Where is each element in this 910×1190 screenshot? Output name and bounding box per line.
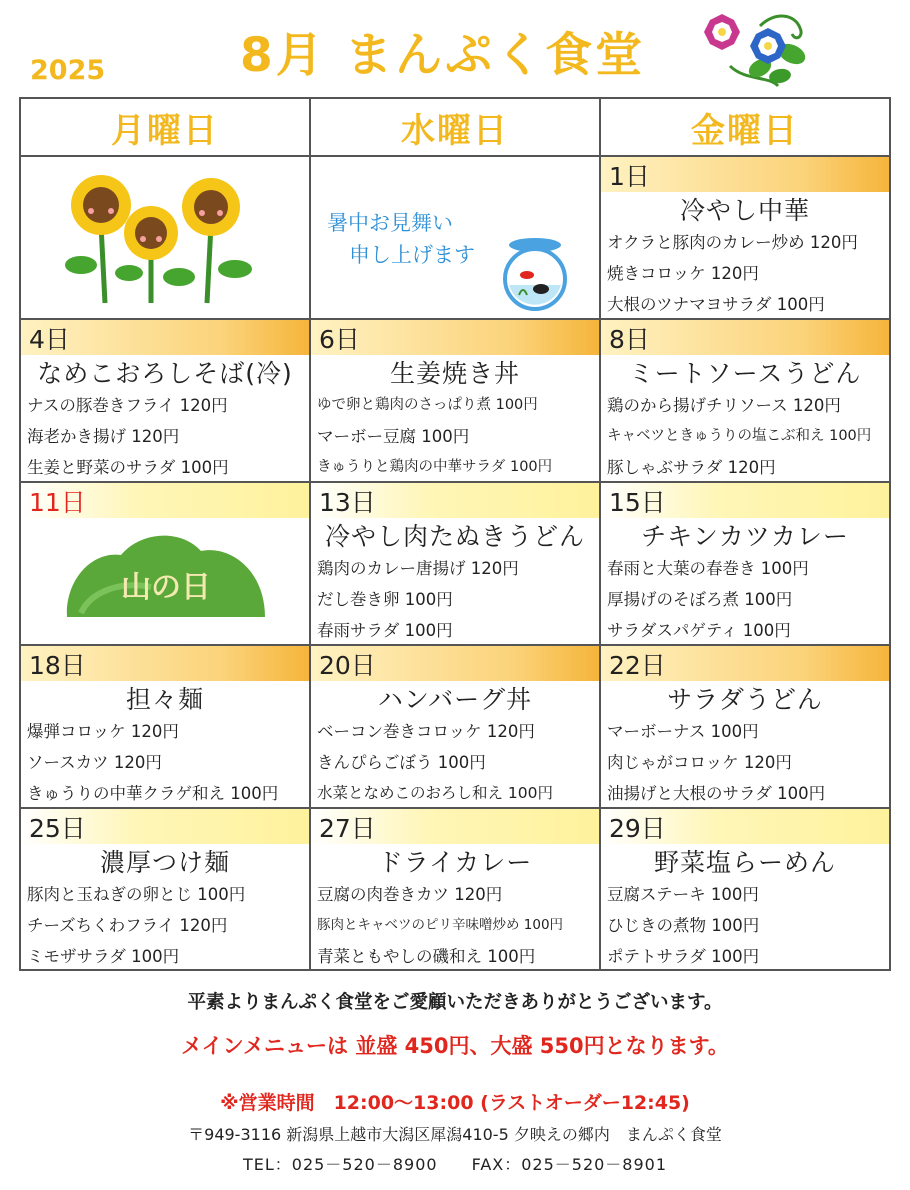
side-dish: ミモザサラダ 100円 xyxy=(27,947,180,966)
side-dish: 油揚げと大根のサラダ 100円 xyxy=(607,784,826,803)
main-dish: サラダうどん xyxy=(667,685,823,714)
fax-number: FAX：025－520－8901 xyxy=(471,1155,668,1174)
side-dish: 焼きコロッケ 120円 xyxy=(607,264,759,283)
side-dish: ゆで卵と鶏肉のさっぱり煮 100円 xyxy=(317,397,538,413)
side-dish: 肉じゃがコロッケ 120円 xyxy=(607,753,792,772)
side-dish: マーボーナス 100円 xyxy=(607,722,759,741)
date-label: 11日 xyxy=(21,483,309,518)
mountain-day-icon xyxy=(61,521,271,621)
day-15 xyxy=(601,483,889,646)
weekday-wednesday: 水曜日 xyxy=(311,99,601,157)
side-dish: 春雨と大葉の春巻き 100円 xyxy=(607,559,809,578)
main-dish: 濃厚つけ麺 xyxy=(99,848,230,877)
side-dishes xyxy=(21,716,309,809)
date-label: 13日 xyxy=(311,483,599,518)
side-dishes xyxy=(311,390,599,483)
business-hours: ※営業時間 12:00～13:00 (ラストオーダー12:45) xyxy=(220,1092,690,1114)
day-1 xyxy=(601,157,889,320)
main-dish: 冷やし中華 xyxy=(679,196,810,225)
main-dish: 冷やし肉たぬきうどん xyxy=(324,522,585,551)
side-dishes xyxy=(311,879,599,969)
date-label: 15日 xyxy=(601,483,889,518)
side-dish: 厚揚げのそぼろ煮 100円 xyxy=(607,590,793,609)
tel-number: TEL：025－520－8900 xyxy=(242,1155,438,1174)
main-dish: 担々麺 xyxy=(125,685,204,714)
side-dish: 豆腐の肉巻きカツ 120円 xyxy=(317,885,503,904)
side-dish: 爆弾コロッケ 120円 xyxy=(27,722,179,741)
side-dish: 春雨サラダ 100円 xyxy=(317,621,453,640)
day-27 xyxy=(311,809,601,969)
summer-greeting xyxy=(327,207,475,271)
side-dish: 鶏のから揚げチリソース 120円 xyxy=(607,396,841,415)
side-dishes xyxy=(601,716,889,809)
sunflowers-icon xyxy=(51,165,281,305)
weekday-monday: 月曜日 xyxy=(21,99,311,157)
side-dish: ソースカツ 120円 xyxy=(27,753,162,772)
date-label: 8日 xyxy=(601,320,889,355)
thanks-message: 平素よりまんぷく食堂をご愛顧いただきありがとうございます。 xyxy=(187,992,723,1013)
date-label: 29日 xyxy=(601,809,889,844)
side-dish: ベーコン巻きコロッケ 120円 xyxy=(317,722,535,741)
date-label: 25日 xyxy=(21,809,309,844)
side-dish: 大根のツナマヨサラダ 100円 xyxy=(607,295,825,314)
day-4 xyxy=(21,320,311,483)
day-13 xyxy=(311,483,601,646)
date-label: 20日 xyxy=(311,646,599,681)
side-dish: マーボー豆腐 100円 xyxy=(317,427,470,446)
side-dish: ひじきの煮物 100円 xyxy=(607,916,760,935)
page-title: 8月 まんぷく食堂 xyxy=(240,28,646,83)
side-dish: 生姜と野菜のサラダ 100円 xyxy=(27,458,229,477)
side-dish: 豚肉と玉ねぎの卵とじ 100円 xyxy=(27,885,246,904)
side-dishes xyxy=(601,879,889,969)
date-label: 4日 xyxy=(21,320,309,355)
day-22 xyxy=(601,646,889,809)
weekday-friday: 金曜日 xyxy=(601,99,889,157)
main-dish: ドライカレー xyxy=(377,848,533,877)
cell-sunflowers xyxy=(21,157,311,320)
side-dish: きんぴらごぼう 100円 xyxy=(317,753,486,772)
side-dishes xyxy=(601,390,889,483)
main-dish: 野菜塩らーめん xyxy=(653,848,836,877)
side-dish: 水菜となめこのおろし和え 100円 xyxy=(317,784,554,802)
side-dishes xyxy=(601,553,889,646)
price-note: メインメニューは 並盛 450円、大盛 550円となります。 xyxy=(181,1034,729,1058)
side-dish: オクラと豚肉のカレー炒め 120円 xyxy=(607,233,858,252)
side-dish: 豚肉とキャベツのピリ辛味噌炒め 100円 xyxy=(317,917,564,933)
day-8 xyxy=(601,320,889,483)
main-dish: チキンカツカレー xyxy=(641,522,849,551)
goldfish-bowl-icon xyxy=(497,235,573,313)
cell-greeting xyxy=(311,157,601,320)
side-dishes xyxy=(21,879,309,969)
greeting-line-1: 暑中お見舞い xyxy=(327,211,453,235)
day-29 xyxy=(601,809,889,969)
main-dish: 生姜焼き丼 xyxy=(389,359,520,388)
side-dish: チーズちくわフライ 120円 xyxy=(27,916,228,935)
day-18 xyxy=(21,646,311,809)
greeting-line-2: 申し上げます xyxy=(349,243,475,267)
side-dish: きゅうりの中華クラゲ和え 100円 xyxy=(27,784,279,803)
date-label: 22日 xyxy=(601,646,889,681)
menu-calendar xyxy=(19,97,891,971)
day-6 xyxy=(311,320,601,483)
main-dish: なめこおろしそば(冷) xyxy=(37,359,293,388)
date-label: 1日 xyxy=(601,157,889,192)
day-20 xyxy=(311,646,601,809)
side-dish: サラダスパゲティ 100円 xyxy=(607,621,791,640)
side-dish: ナスの豚巻きフライ 120円 xyxy=(27,396,228,415)
holiday-label: 山の日 xyxy=(121,570,211,605)
main-dish: ミートソースうどん xyxy=(628,359,862,388)
side-dish: 豆腐ステーキ 100円 xyxy=(607,885,759,904)
date-label: 18日 xyxy=(21,646,309,681)
side-dish: 鶏肉のカレー唐揚げ 120円 xyxy=(317,559,519,578)
side-dish: 豚しゃぶサラダ 120円 xyxy=(607,458,776,477)
side-dishes xyxy=(311,553,599,646)
day-25 xyxy=(21,809,311,969)
side-dish: 青菜ともやしの磯和え 100円 xyxy=(317,947,536,966)
date-label: 6日 xyxy=(311,320,599,355)
contact-info xyxy=(0,1152,910,1175)
side-dish: だし巻き卵 100円 xyxy=(317,590,453,609)
side-dishes xyxy=(311,716,599,809)
side-dish: 海老かき揚げ 120円 xyxy=(27,427,180,446)
day-11-holiday xyxy=(21,483,311,646)
date-label: 27日 xyxy=(311,809,599,844)
side-dish: きゅうりと鶏肉の中華サラダ 100円 xyxy=(317,459,553,475)
year-label: 2025 xyxy=(30,55,106,86)
side-dishes xyxy=(601,227,889,320)
morning-glory-icon xyxy=(700,6,810,92)
address: 〒949-3116 新潟県上越市大潟区犀潟410-5 夕映えの郷内 まんぷく食堂 xyxy=(188,1125,722,1144)
main-dish: ハンバーグ丼 xyxy=(377,685,533,714)
side-dishes xyxy=(21,390,309,483)
side-dish: キャベツときゅうりの塩こぶ和え 100円 xyxy=(607,428,872,444)
side-dish: ポテトサラダ 100円 xyxy=(607,947,760,966)
